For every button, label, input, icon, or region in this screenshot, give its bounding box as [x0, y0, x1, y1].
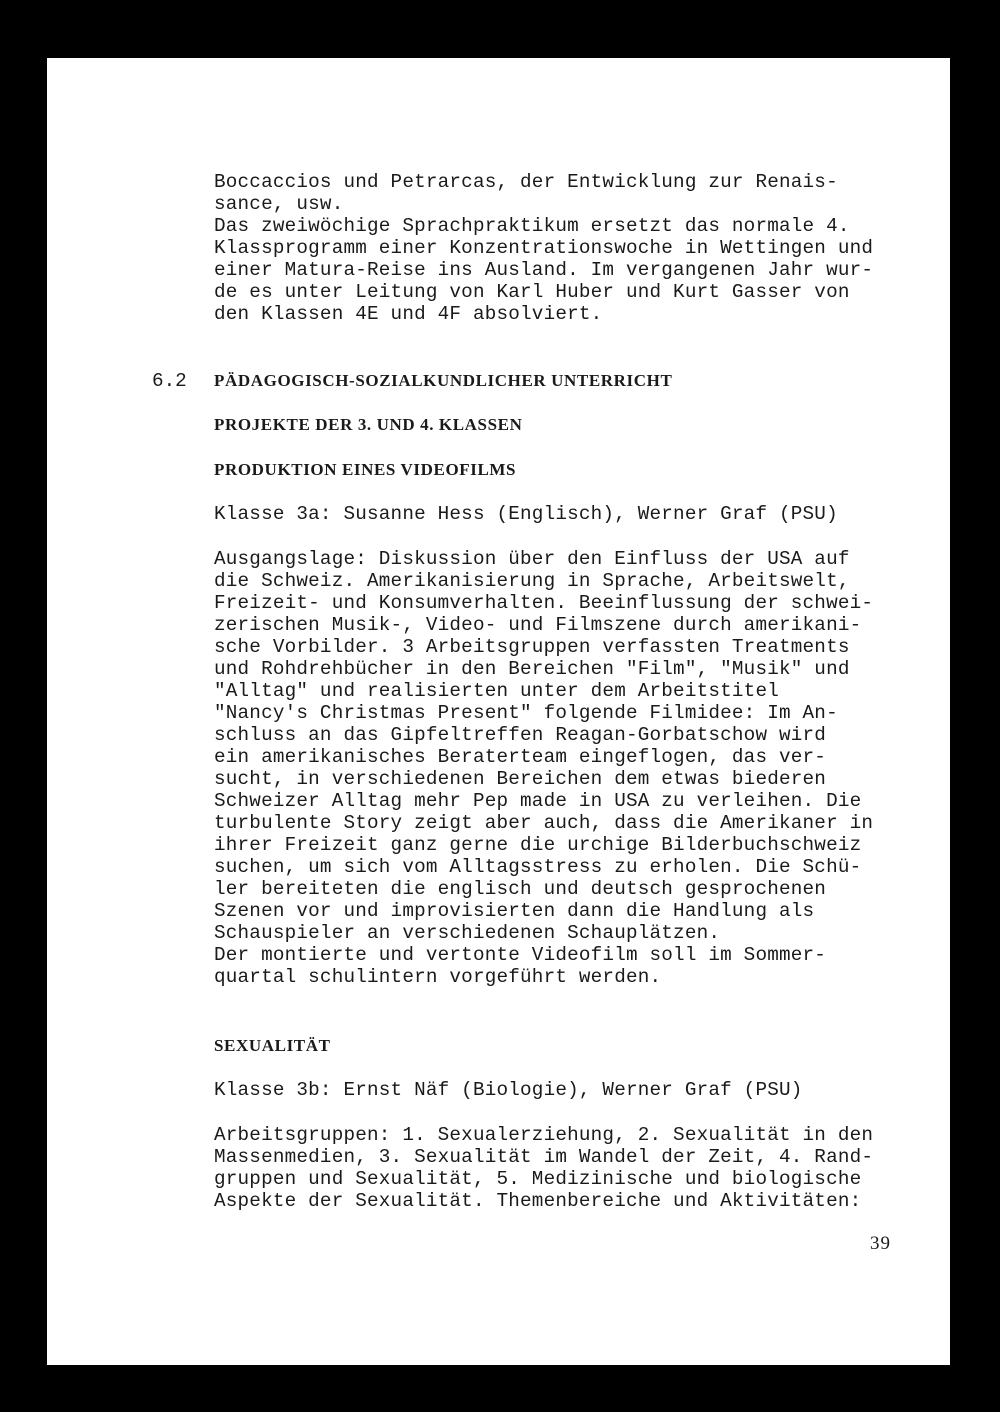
text-line: gruppen und Sexualität, 5. Medizinische und biologische [214, 1168, 862, 1190]
text-line: Das zweiwöchige Sprachpraktikum ersetzt das normale 4. [214, 215, 850, 237]
sexualitaet-class-line: Klasse 3b: Ernst Näf (Biologie), Werner Graf (PSU) [214, 1079, 803, 1101]
text-line: sucht, in verschiedenen Bereichen dem etwas biederen [214, 768, 827, 790]
text-line: Ausgangslage: Diskussion über den Einfluss der USA auf [214, 548, 850, 570]
text-line: und Rohdrehbücher in den Bereichen "Film", "Musik" und [214, 658, 850, 680]
text-line: zerischen Musik-, Video- und Filmszene durch amerikani- [214, 614, 862, 636]
sexualitaet-heading: SEXUALITÄT [214, 1036, 331, 1055]
section-subtitle: PROJEKTE DER 3. UND 4. KLASSEN [214, 415, 523, 434]
text-line: sche Vorbilder. 3 Arbeitsgruppen verfassten Treatments [214, 636, 850, 658]
text-line: Schauspieler an verschiedenen Schauplätzen. [214, 922, 721, 944]
video-heading: PRODUKTION EINES VIDEOFILMS [214, 460, 517, 479]
text-line: ein amerikanisches Beraterteam eingeflogen, das ver- [214, 746, 827, 768]
text-line: Boccaccios und Petrarcas, der Entwicklung zur Renais- [214, 171, 838, 193]
text-line: Aspekte der Sexualität. Themenbereiche und Aktivitäten: [214, 1190, 862, 1212]
text-line: "Nancy's Christmas Present" folgende Filmidee: Im An- [214, 702, 838, 724]
text-line: Szenen vor und improvisierten dann die Handlung als [214, 900, 815, 922]
text-line: turbulente Story zeigt aber auch, dass die Amerikaner in [214, 812, 874, 834]
text-line: suchen, um sich vom Alltagsstress zu erholen. Die Schü- [214, 856, 862, 878]
text-line: "Alltag" und realisierten unter dem Arbeitstitel [214, 680, 779, 702]
text-line: die Schweiz. Amerikanisierung in Sprache, Arbeitswelt, [214, 570, 850, 592]
section-number: 6.2 [152, 370, 187, 392]
text-line: Klassprogramm einer Konzentrationswoche in Wettingen und [214, 237, 874, 259]
text-line: de es unter Leitung von Karl Huber und Kurt Gasser von [214, 281, 850, 303]
text-line: ler bereiteten die englisch und deutsch gesprochenen [214, 878, 827, 900]
text-line: Der montierte und vertonte Videofilm soll im Sommer- [214, 944, 827, 966]
text-line: einer Matura-Reise ins Ausland. Im vergangenen Jahr wur- [214, 259, 874, 281]
text-line: Massenmedien, 3. Sexualität im Wandel der Zeit, 4. Rand- [214, 1146, 874, 1168]
text-line: quartal schulintern vorgeführt werden. [214, 966, 662, 988]
text-line: Arbeitsgruppen: 1. Sexualerziehung, 2. Sexualität in den [214, 1124, 874, 1146]
section-title: PÄDAGOGISCH-SOZIALKUNDLICHER UNTERRICHT [214, 371, 673, 390]
text-line: sance, usw. [214, 193, 344, 215]
video-class-line: Klasse 3a: Susanne Hess (Englisch), Werner Graf (PSU) [214, 503, 838, 525]
text-line: schluss an das Gipfeltreffen Reagan-Gorbatschow wird [214, 724, 827, 746]
page-number: 39 [870, 1233, 891, 1254]
text-line: Freizeit- und Konsumverhalten. Beeinflussung der schwei- [214, 592, 874, 614]
text-line: ihrer Freizeit ganz gerne die urchige Bilderbuchschweiz [214, 834, 862, 856]
text-line: den Klassen 4E und 4F absolviert. [214, 303, 603, 325]
text-line: Schweizer Alltag mehr Pep made in USA zu verleihen. Die [214, 790, 862, 812]
